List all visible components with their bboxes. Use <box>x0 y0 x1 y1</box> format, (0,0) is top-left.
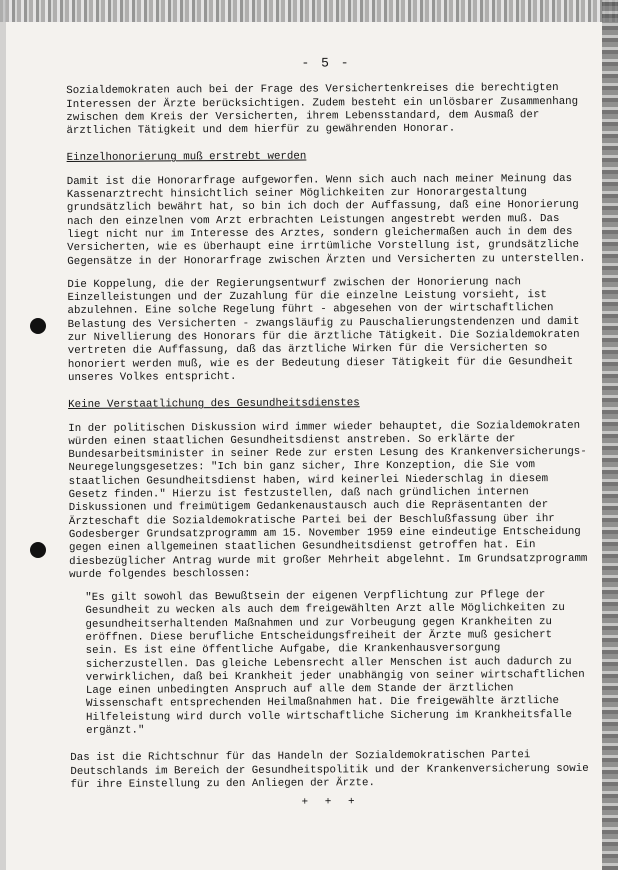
paragraph: Damit ist die Honorarfrage aufgeworfen. Wenn sich auch nach meiner Meinung das Kassenarztrecht hinsichtlich seiner Möglichkeiten zur Honorargestaltung grundsätzlich bewährt hat, so bin ich doch der Auffassung, daß eine Honorierung nach den einzelnen vom Arzt erbrachten Leistungen angestrebt werden muß. Das liegt nicht nur im Interesse des Arztes, sondern gleichermaßen auch in dem des Versicherten, wie es überhaupt eine irrtümliche Vorstellung ist, grundsätzliche Gegensätze in der Honorarfrage zwischen Ärzten und Versicherten zu unterstellen. <box>66 172 586 268</box>
document-body <box>66 55 591 812</box>
section-heading: Keine Verstaatlichung des Gesundheitsdienstes <box>68 397 360 412</box>
section-heading: Einzelhonorierung muß erstrebt werden <box>66 151 307 165</box>
scan-edge-right <box>602 0 618 870</box>
paragraph: Die Koppelung, die der Regierungsentwurf zwischen der Honorierung nach Einzelleistungen und der Zuzahlung für die einzelne Leistung vorsieht, ist abzulehnen. Eine solche Regelung führt - abgesehen von der wirtschaftlichen Belastung des Versicherten - zwangsläufig zu Pauschalierungstendenzen und damit zur Nivellierung des Honorars für die ärztliche Tätigkeit. Die Sozialdemokraten vertreten die Auffassung, daß das ärztliche Wirken für die Versicherten so honoriert werden muß, wie es der Bedeutung dieser Tätigkeit für die Gesundheit unseres Volkes entspricht. <box>67 276 580 384</box>
page-number: - 5 - <box>301 55 351 71</box>
scan-edge-top <box>0 0 618 22</box>
paragraph: Sozialdemokraten auch bei der Frage des Versichertenkreises die berechtigten Interessen der Ärzte berücksichtigen. Zudem besteht ein unlösbarer Zusammenhang zwischen dem Kreis der Versicherten, ihrem Lebensstandard, dem Ausmaß der ärztlichen Tätigkeit und dem hierfür zu gewährenden Honorar. <box>66 82 579 138</box>
end-mark: + + + <box>301 796 360 809</box>
paragraph: In der politischen Diskussion wird immer wieder behauptet, die Sozialdemokraten würden einen staatlichen Gesundheitsdienst anstreben. So erklärte der Bundesarbeitsminister in seiner Rede zur ersten Lesung des Krankenversicherungs-Neuregelungsgesetzes: "Ich bin ganz sicher, Ihre Konzeption, die Sie vom staatlichen Gesundheitsdienst haben, wird keinerlei Niederschlag in diesem Gesetz finden." Hierzu ist festzustellen, daß nach gründlichen internen Diskussionen und freimütigem Gedankenaustausch auch die Repräsentanten der Ärzteschaft die Sozialdemokratische Partei bei der Beschlußfassung über ihr Godesberger Grundsatzprogramm am 15. November 1959 eine eindeutige Entscheidung gegen einen allgemeinen staatlichen Gesundheitsdienst getroffen hat. Ein diesbezüglicher Antrag wurde mit großer Mehrheit abgelehnt. Im Grundsatzprogramm wurde folgendes beschlossen: <box>68 419 588 581</box>
punch-hole-icon <box>30 542 46 558</box>
program-quote: "Es gilt sowohl das Bewußtsein der eigenen Verpflichtung zur Pflege der Gesundheit zu wecken als auch dem freigewählten Arzt alle Möglichkeiten zu gesundheitserhaltenden Maßnahmen und zur Vorbeugung gegen Krankheiten zu eröffnen. Diese berufliche Entscheidungsfreiheit der Ärzte muß gesichert sein. Es ist eine öffentliche Aufgabe, die Krankenhausversorgung sicherzustellen. Das gleiche Lebensrecht aller Menschen ist auch dadurch zu verwirklichen, daß bei Krankheit jeder unabhängig von seiner wirtschaftlichen Lage einen unbedingten Anspruch auf alle dem Stande der ärztlichen Wissenschaft entsprechenden Heilmaßnahmen hat. Die freigewählte ärztliche Hilfeleistung wird durch volle wirtschaftliche Sicherung im Krankheitsfalle ergänzt." <box>85 589 585 737</box>
closing-paragraph: Das ist die Richtschnur für das Handeln der Sozialdemokratischen Partei Deutschlands im Bereich der Gesundheitspolitik und der Krankenversicherung sowie für ihre Einstellung zu den Anliegen der Ärzte. <box>70 749 589 791</box>
scan-edge-left <box>0 0 6 870</box>
punch-hole-icon <box>30 318 46 334</box>
